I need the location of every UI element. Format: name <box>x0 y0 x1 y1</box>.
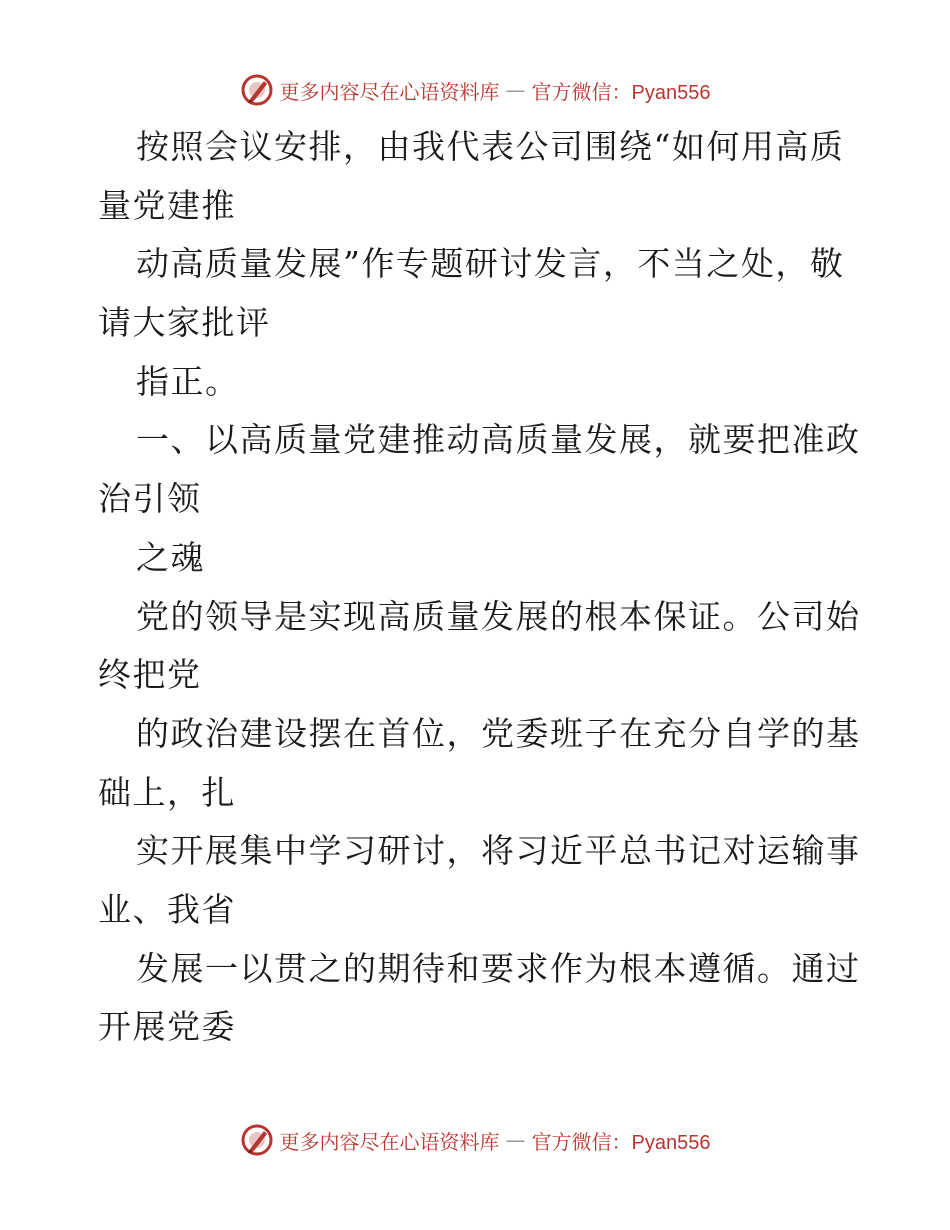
text-line: 开展党委 <box>98 1007 236 1047</box>
pen-logo-icon <box>240 73 274 107</box>
text-line: 量党建推 <box>98 185 236 225</box>
pen-logo-icon <box>240 1123 274 1157</box>
text-line: 实开展集中学习研讨，将习近平总书记对运输事 <box>136 831 861 871</box>
watermark-contact: 官方微信：Pyan556 <box>531 81 711 104</box>
text-line: 发展一以贯之的期待和要求作为根本遵循。通过 <box>136 948 861 988</box>
footer-watermark <box>0 1120 950 1160</box>
watermark-text: 更多内容尽在心语资料库 <box>279 79 500 104</box>
text-line: 党的领导是实现高质量发展的根本保证。公司始 <box>136 596 861 636</box>
text-line: 按照会议安排，由我代表公司围绕“如何用高质 <box>136 127 845 166</box>
text-line: 治引领 <box>98 479 202 519</box>
watermark-contact: 官方微信：Pyan556 <box>531 1131 711 1154</box>
watermark-separator: — <box>505 1128 526 1152</box>
header-watermark <box>0 70 950 110</box>
text-line: 之魂 <box>136 537 205 577</box>
text-line: 业、我省 <box>98 889 236 929</box>
text-line: 请大家批评 <box>98 303 271 343</box>
watermark-text: 更多内容尽在心语资料库 <box>279 1129 500 1154</box>
document-body <box>98 118 861 1057</box>
text-line: 终把党 <box>98 655 202 695</box>
text-line: 础上，扎 <box>98 772 236 812</box>
watermark-separator: — <box>505 78 526 102</box>
text-line: 动高质量发展”作专题研讨发言，不当之处，敬 <box>136 244 845 284</box>
text-line: 指正。 <box>136 361 240 401</box>
text-line: 的政治建设摆在首位，党委班子在充分自学的基 <box>136 713 861 753</box>
text-line: 一、以高质量党建推动高质量发展，就要把准政 <box>136 420 861 460</box>
